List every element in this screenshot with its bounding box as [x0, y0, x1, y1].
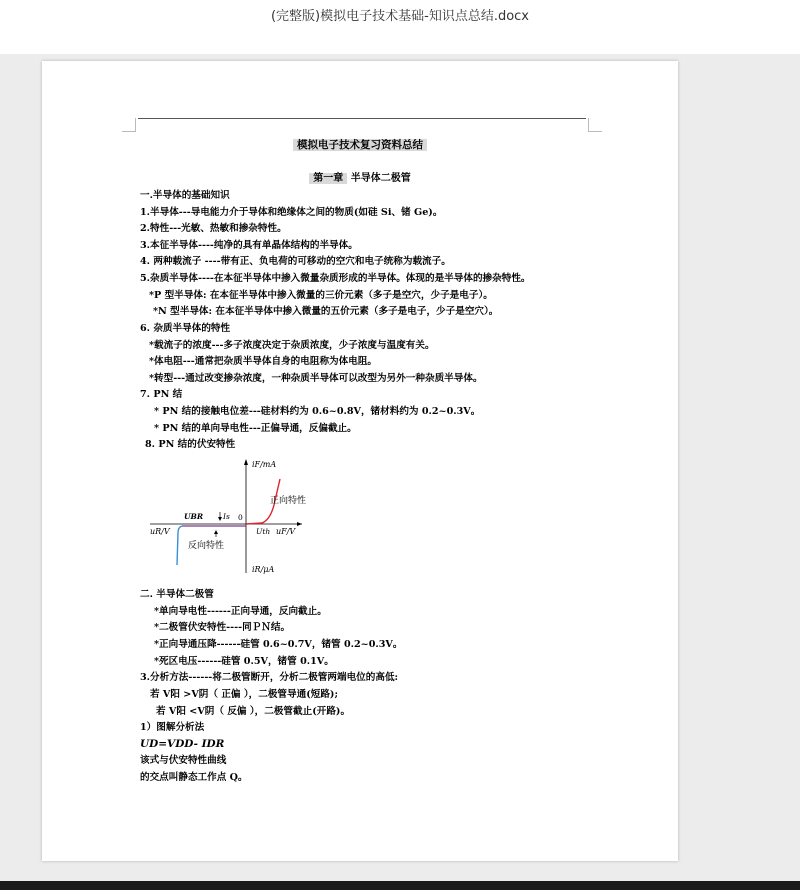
text-line: * PN 结的接触电位差---硅材料约为 0.6~0.8V，锗材料约为 0.2~0.3V。	[154, 406, 481, 417]
x-left-label: uR/V	[150, 527, 170, 536]
text-line: * PN 结的单向导电性---正偏导通，反偏截止。	[154, 423, 357, 434]
text-line: 7. PN 结	[140, 389, 183, 400]
text-line: *转型---通过改变掺杂浓度，一种杂质半导体可以改型为另外一种杂质半导体。	[149, 373, 483, 384]
text-line: 1.半导体---导电能力介于导体和绝缘体之间的物质(如硅 Si、锗 Ge)。	[140, 207, 443, 218]
formula-line: UD=VDD- IDR	[140, 738, 225, 750]
is-label: Is	[223, 512, 230, 521]
margin-corner-right	[588, 118, 602, 132]
title-bar	[0, 0, 800, 54]
text-line: 8. PN 结的伏安特性	[145, 439, 236, 450]
text-line: *载流子的浓度---多子浓度决定于杂质浓度，少子浓度与温度有关。	[149, 340, 435, 351]
text-line: *二极管伏安特性----同ＰＮ结。	[154, 622, 291, 633]
document-page	[42, 61, 678, 861]
chapter-label: 第一章	[309, 173, 347, 184]
pn-iv-characteristic-diagram	[150, 457, 306, 577]
text-line: 3.分析方法------将二极管断开，分析二极管两端电位的高低:	[140, 672, 399, 683]
margin-corner-left	[122, 118, 136, 132]
text-line: *死区电压------硅管 0.5V，锗管 0.1V。	[154, 656, 334, 667]
text-line: 若 V阳 >V阴（ 正偏 ），二极管导通(短路);	[150, 689, 339, 700]
text-line: 4. 两种载流子 ----带有正、负电荷的可移动的空穴和电子统称为载流子。	[140, 256, 451, 267]
ubr-label: UBR	[184, 512, 204, 521]
main-title: 模拟电子技术复习资料总结	[42, 139, 678, 151]
y-axis-arrow	[244, 459, 248, 465]
reverse-characteristic-label: 反向特性	[188, 541, 225, 551]
origin-label: 0	[238, 513, 243, 522]
text-line: *正向导通压降------硅管 0.6~0.7V，锗管 0.2~0.3V。	[154, 639, 403, 650]
text-line: 2.特性---光敏、热敏和掺杂特性。	[140, 223, 287, 234]
chapter-name: 半导体二极管	[350, 173, 411, 184]
reverse-breakdown-curve	[177, 526, 182, 565]
x-axis-arrow	[297, 522, 302, 526]
y-top-label: iF/mA	[252, 460, 277, 469]
section-heading: 二. 半导体二极管	[140, 589, 214, 600]
text-line: *单向导电性------正向导通，反向截止。	[154, 606, 327, 617]
header-rule	[138, 118, 586, 119]
text-line: *体电阻---通常把杂质半导体自身的电阻称为体电阻。	[149, 356, 378, 367]
section-heading: 一.半导体的基础知识	[140, 190, 230, 201]
chapter-heading	[42, 173, 678, 185]
text-line: 5.杂质半导体----在本征半导体中掺入微量杂质形成的半导体。体现的是半导体的掺杂特性。	[140, 273, 531, 284]
y-bottom-label: iR/μA	[252, 565, 275, 574]
text-line: 1）图解分析法	[140, 722, 205, 733]
text-line: *P 型半导体: 在本征半导体中掺入微量的三价元素（多子是空穴，少子是电子）。	[149, 290, 493, 301]
bottom-bar	[0, 881, 800, 890]
document-filename: (完整版)模拟电子技术基础-知识点总结.docx	[270, 9, 529, 24]
uth-label: Uth	[256, 527, 271, 536]
text-line: 的交点叫静态工作点 Q。	[140, 772, 248, 783]
text-line: 该式与伏安特性曲线	[140, 755, 227, 766]
text-line: 若 V阳 <V阴（ 反偏 ），二极管截止(开路)。	[156, 706, 351, 717]
text-line: 3.本征半导体----纯净的具有单晶体结构的半导体。	[140, 240, 358, 251]
x-right-label: uF/V	[276, 527, 296, 536]
text-line: *N 型半导体: 在本征半导体中掺入微量的五价元素（多子是电子，少子是空穴）。	[153, 306, 499, 317]
forward-characteristic-label: 正向特性	[270, 496, 306, 506]
text-line: 6. 杂质半导体的特性	[140, 323, 231, 334]
